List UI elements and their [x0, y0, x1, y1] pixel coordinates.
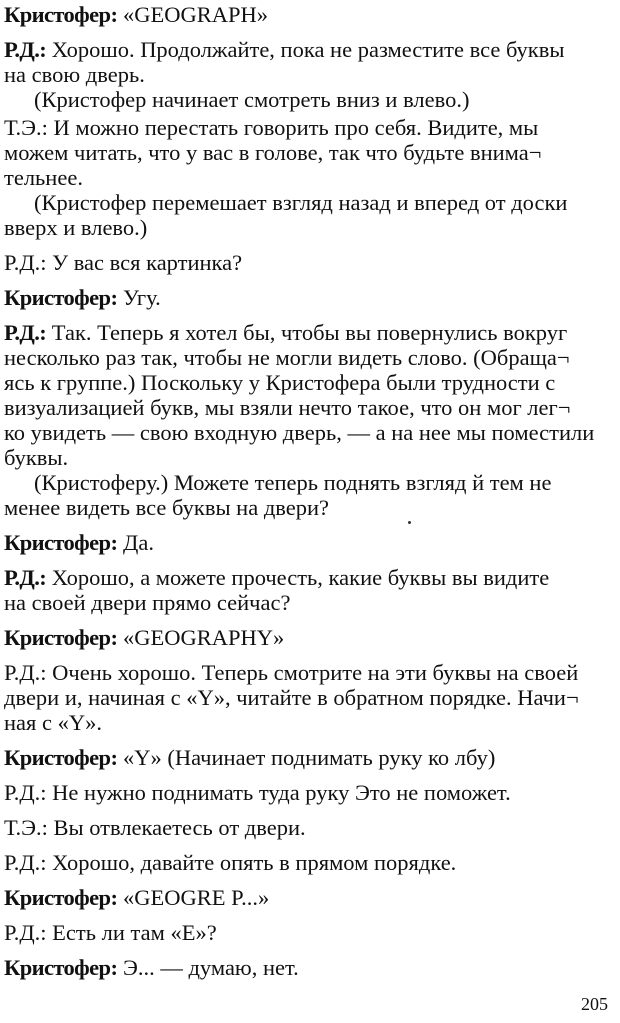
line-text: (Кристофер перемешает взгляд назад и вперед от доски: [34, 190, 568, 215]
line-text: тельнее.: [4, 165, 83, 190]
line-text: Хорошо, а можете прочесть, какие буквы вы видите: [46, 565, 550, 590]
line-text: Т.Э.: Вы отвлекаетесь от двери.: [4, 815, 306, 840]
text-line: [4, 2, 614, 27]
line-text: можем читать, что у вас в голове, так что будьте внима¬: [4, 140, 542, 165]
line-text: Р.Д.: У вас вся картинка?: [4, 250, 243, 275]
paragraph: [4, 745, 614, 770]
paragraph: [4, 530, 614, 555]
text-line: [4, 745, 614, 770]
paragraph: [4, 115, 614, 240]
line-text: Р.Д.: Очень хорошо. Теперь смотрите на эти буквы на своей: [4, 660, 579, 685]
paragraph: [4, 37, 614, 112]
paragraph: [4, 815, 614, 840]
speaker-name: Кристофер:: [4, 285, 118, 310]
line-text: Так. Теперь я хотел бы, чтобы вы повернулись вокруг: [46, 320, 568, 345]
line-text: несколько раз так, чтобы не могли видеть слово. (Обраща¬: [4, 345, 570, 370]
text-line: [4, 445, 614, 470]
speaker-name: Р.Д.:: [4, 320, 47, 345]
line-text: визуализацией букв, мы взяли нечто такое, что он мог лег¬: [4, 395, 571, 420]
speaker-name: Р.Д.:: [4, 565, 47, 590]
line-text: Угу.: [117, 285, 161, 310]
speaker-name: Кристофер:: [4, 885, 118, 910]
speaker-name: Р.Д.:: [4, 37, 47, 62]
line-text: менее видеть все буквы на двери?: [4, 495, 330, 520]
paragraph: [4, 850, 614, 875]
paragraph: [4, 955, 614, 980]
page-number: 205: [581, 994, 608, 1014]
speaker-name: Кристофер:: [4, 745, 118, 770]
paragraph: [4, 625, 614, 650]
text-line: [4, 420, 614, 445]
line-text: Э... — думаю, нет.: [117, 955, 299, 980]
line-text: Р.Д.: Не нужно поднимать туда руку Это не поможет.: [4, 780, 511, 805]
line-text: «GEOGRE P...»: [117, 885, 270, 910]
paragraph: [4, 250, 614, 275]
book-page: [4, 0, 614, 1023]
text-line: [4, 885, 614, 910]
line-text: Т.Э.: И можно перестать говорить про себя. Видите, мы: [4, 115, 539, 140]
line-text: ясь к группе.) Поскольку у Кристофера были трудности с: [4, 370, 556, 395]
text-line: [4, 815, 614, 840]
text-line: [4, 495, 614, 520]
speaker-name: Кристофер:: [4, 2, 118, 27]
line-text: ная с «Y».: [4, 710, 102, 735]
text-line: [4, 370, 614, 395]
text-line: [4, 685, 614, 710]
text-line: [4, 780, 614, 805]
line-text: Хорошо. Продолжайте, пока не разместите все буквы: [46, 37, 565, 62]
line-text: на своей двери прямо сейчас?: [4, 590, 291, 615]
line-text: двери и, начиная с «Y», читайте в обратном порядке. Начи¬: [4, 685, 579, 710]
text-line: [4, 250, 614, 275]
speaker-name: Кристофер:: [4, 955, 118, 980]
text-line: [4, 955, 614, 980]
text-line: [4, 87, 614, 112]
line-text: ко увидеть — свою входную дверь, — а на нее мы поместили: [4, 420, 595, 445]
line-text: буквы.: [4, 445, 69, 470]
text-line: [4, 470, 614, 495]
line-text: на свою дверь.: [4, 62, 145, 87]
line-text: Р.Д.: Есть ли там «Е»?: [4, 920, 217, 945]
text-line: [4, 850, 614, 875]
text-line: [4, 345, 614, 370]
line-text: Да.: [117, 530, 154, 555]
paragraph: [4, 285, 614, 310]
line-text: «Y» (Начинает поднимать руку ко лбу): [117, 745, 496, 770]
paragraph: [4, 320, 614, 520]
paragraph: [4, 780, 614, 805]
paragraph: [4, 885, 614, 910]
text-line: [4, 710, 614, 735]
text-line: [4, 320, 614, 345]
text-line: [4, 590, 614, 615]
text-line: [4, 285, 614, 310]
text-line: [4, 920, 614, 945]
text-line: [4, 62, 614, 87]
line-text: «GEOGRAPH»: [117, 2, 268, 27]
line-text: «GEOGRAPHY»: [117, 625, 285, 650]
speaker-name: Кристофер:: [4, 625, 118, 650]
line-text: вверх и влево.): [4, 215, 148, 240]
text-line: [4, 395, 614, 420]
paragraph: [4, 2, 614, 27]
paragraph: [4, 920, 614, 945]
speaker-name: Кристофер:: [4, 530, 118, 555]
print-speck: [408, 521, 411, 524]
text-line: [4, 530, 614, 555]
text-line: [4, 625, 614, 650]
text-line: [4, 37, 614, 62]
line-text: (Кристофер начинает смотреть вниз и влево.): [34, 87, 470, 112]
text-line: [4, 140, 614, 165]
paragraph: [4, 565, 614, 615]
text-line: [4, 660, 614, 685]
text-line: [4, 165, 614, 190]
dialogue-text: [4, 2, 614, 980]
paragraph: [4, 660, 614, 735]
line-text: Р.Д.: Хорошо, давайте опять в прямом порядке.: [4, 850, 457, 875]
text-line: [4, 190, 614, 215]
text-line: [4, 215, 614, 240]
text-line: [4, 565, 614, 590]
text-line: [4, 115, 614, 140]
line-text: (Кристоферу.) Можете теперь поднять взгляд й тем не: [34, 470, 552, 495]
